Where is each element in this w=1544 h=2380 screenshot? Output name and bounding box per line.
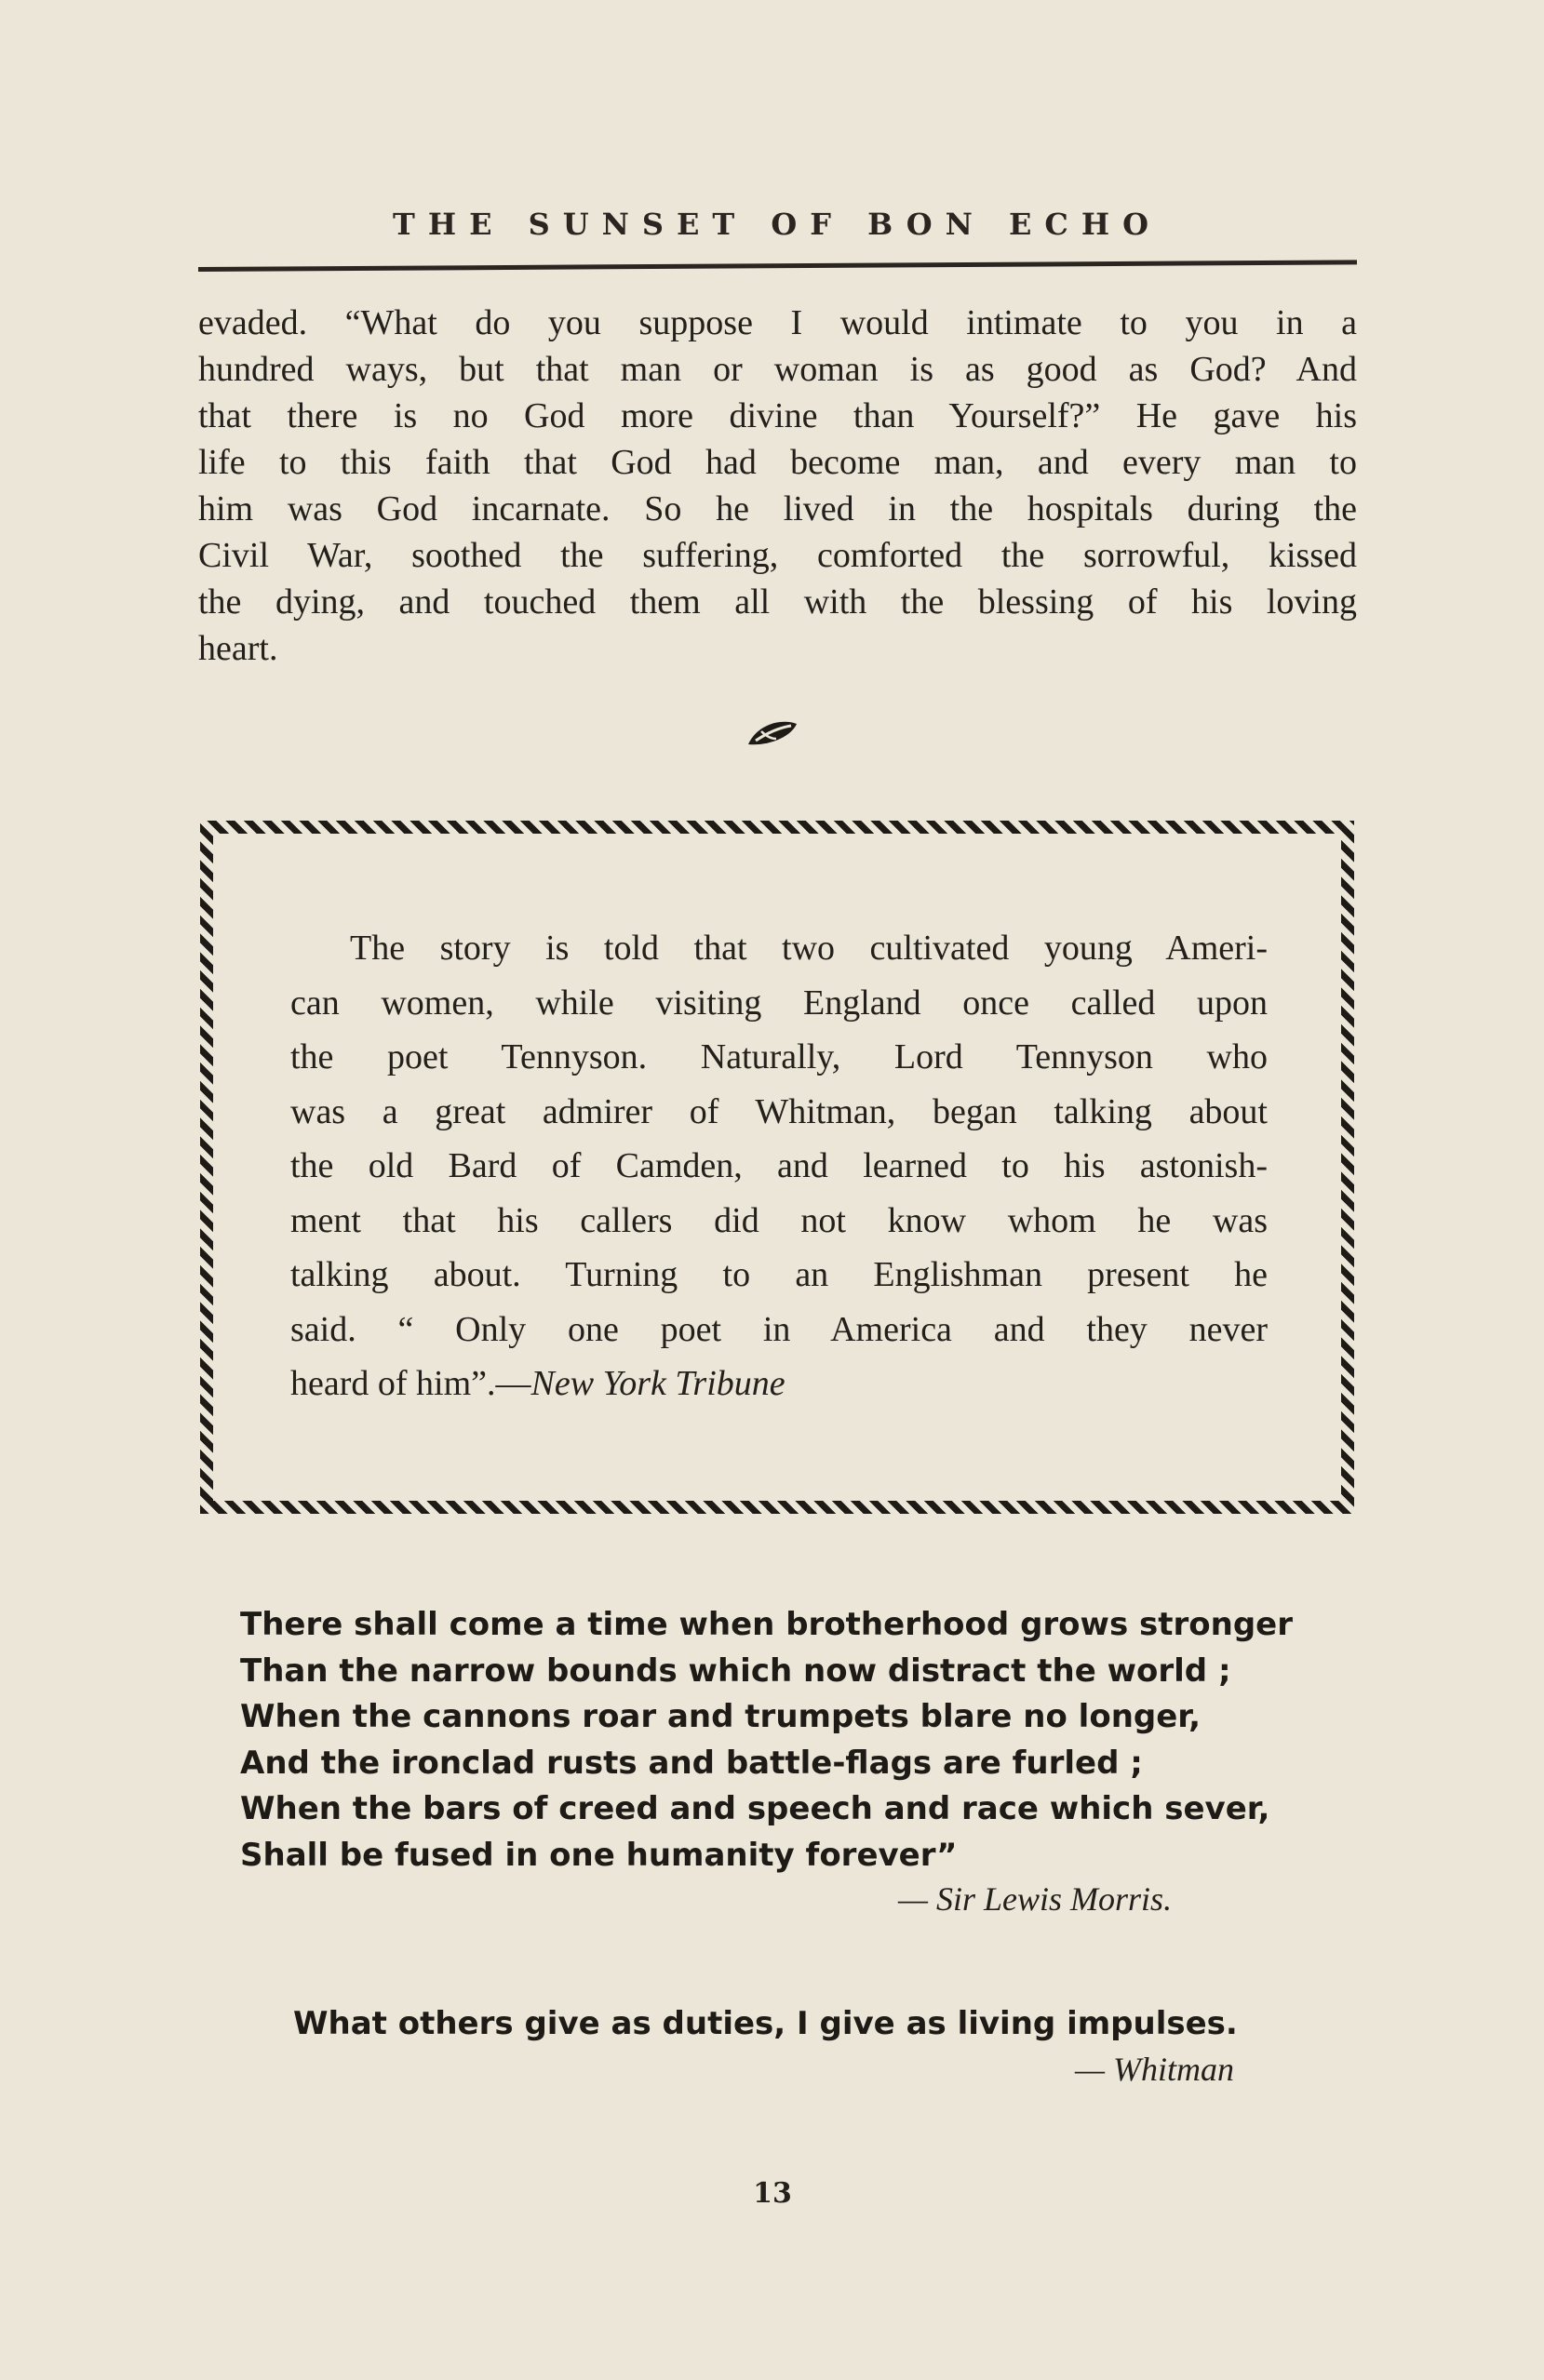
motto-attribution: — Whitman [1075, 2051, 1234, 2088]
poem-line: When the bars of creed and speech and race which sever, [240, 1790, 1270, 1827]
body-line: him was God incarnate. So he lived in the hospitals during the [198, 489, 1357, 528]
quote-line: said. “ Only one poet in America and they never [290, 1309, 1268, 1349]
quote-last-line [290, 1357, 1268, 1411]
body-line: that there is no God more divine than Yourself?” He gave his [198, 396, 1357, 435]
body-paragraph [198, 300, 1357, 672]
quote-line: ment that his callers did not know whom he was [290, 1200, 1268, 1240]
quote-line: was a great admirer of Whitman, began talking about [290, 1091, 1268, 1131]
leaf-ornament-icon [745, 716, 800, 750]
poem-line: When the cannons roar and trumpets blare no longer, [240, 1698, 1201, 1735]
page-number: 13 [753, 2177, 792, 2210]
body-line: hundred ways, but that man or woman is as good as God? And [198, 350, 1357, 389]
quote-line: The story is told that two cultivated young Ameri- [350, 929, 1268, 968]
body-line: heart. [198, 629, 278, 668]
poem-line: There shall come a time when brotherhood grows stronger [240, 1606, 1293, 1643]
quote-line-text: heard of him”.— [290, 1364, 531, 1403]
body-line: life to this faith that God had become man, and every man to [198, 443, 1357, 482]
quote-line: can women, while visiting England once called upon [290, 983, 1268, 1023]
body-line: the dying, and touched them all with the blessing of his loving [198, 582, 1357, 622]
header-rule [198, 260, 1357, 272]
poem-attribution: — Sir Lewis Morris. [898, 1880, 1173, 1918]
quote-source: New York Tribune [530, 1364, 785, 1403]
poem-line: Than the narrow bounds which now distract the world ; [240, 1651, 1231, 1690]
body-line: evaded. “What do you suppose I would intimate to you in a [198, 303, 1357, 342]
poem-excerpt [240, 1602, 1338, 1879]
quote-line: talking about. Turning to an Englishman present he [290, 1255, 1268, 1294]
body-line: Civil War, soothed the suffering, comforted the sorrowful, kissed [198, 536, 1357, 575]
quote-line: the poet Tennyson. Naturally, Lord Tennyson who [290, 1037, 1268, 1076]
motto-quote: What others give as duties, I give as living impulses. [293, 2005, 1238, 2042]
poem-line: Shall be fused in one humanity forever” [240, 1836, 958, 1874]
quote-line: the old Bard of Camden, and learned to his astonish- [290, 1146, 1268, 1185]
boxed-quote [290, 921, 1268, 1411]
running-head: THE SUNSET OF BON ECHO [393, 207, 1161, 242]
poem-line: And the ironclad rusts and battle-flags are furled ; [240, 1744, 1143, 1782]
